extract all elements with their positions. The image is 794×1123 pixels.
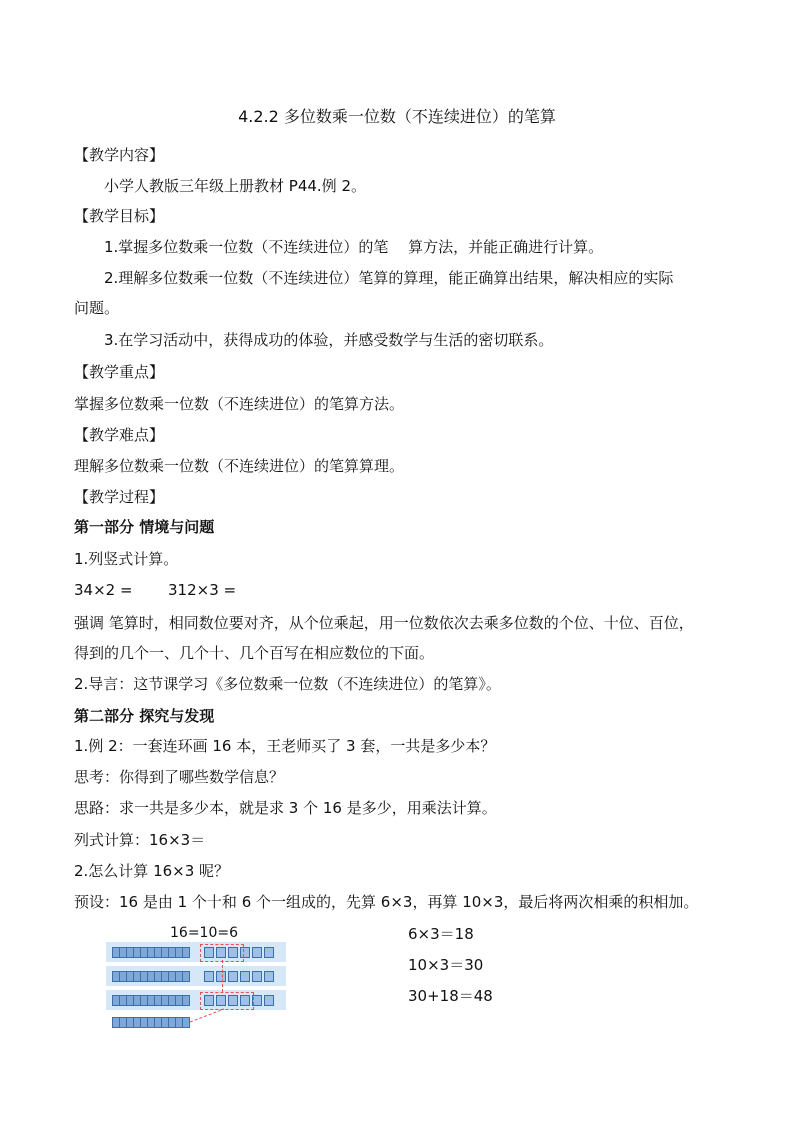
key-heading: 【教学重点】 <box>74 363 165 381</box>
difficult-heading: 【教学难点】 <box>74 426 165 444</box>
step-1: 6×3＝18 <box>408 925 474 943</box>
calc-b: 312×3 = <box>168 581 237 599</box>
emphasis-line-2: 得到的几个一、几个十、几个百写在相应数位的下面。 <box>74 644 435 662</box>
place-value-blocks-figure <box>106 942 288 1030</box>
goals-heading: 【教学目标】 <box>74 207 165 225</box>
figure-label: 16=10=6 <box>170 925 238 941</box>
think-prompt: 思考：你得到了哪些数学信息？ <box>74 768 285 786</box>
part1-item-2: 2.导言：这节课学习《多位数乘一位数（不连续进位）的笔算》。 <box>74 675 501 693</box>
step-2: 10×3＝30 <box>408 956 484 974</box>
goal-1: 1.掌握多位数乘一位数（不连续进位）的笔 算方法，并能正确进行计算。 <box>104 238 604 256</box>
step-3: 30+18＝48 <box>408 987 493 1005</box>
goal-3: 3.在学习活动中，获得成功的体验，并感受数学与生活的密切联系。 <box>104 331 554 349</box>
how-question: 2.怎么计算 16×3 呢？ <box>74 862 230 880</box>
content-text: 小学人教版三年级上册教材 P44.例 2。 <box>104 177 366 195</box>
dashed-connector-svg <box>106 942 288 1030</box>
example-2: 1.例 2：一套连环画 16 本，王老师买了 3 套，一共是多少本？ <box>74 737 496 755</box>
key-text: 掌握多位数乘一位数（不连续进位）的笔算方法。 <box>74 395 405 413</box>
idea-text: 思路：求一共是多少本，就是求 3 个 16 是多少，用乘法计算。 <box>74 799 497 817</box>
content-heading: 【教学内容】 <box>74 146 165 164</box>
formula-text: 列式计算：16×3＝ <box>74 831 206 849</box>
part1-item-1: 1.列竖式计算。 <box>74 550 179 568</box>
difficult-text: 理解多位数乘一位数（不连续进位）的笔算算理。 <box>74 457 405 475</box>
part1-heading: 第一部分 情境与问题 <box>74 518 215 536</box>
goal-2-line-1: 2.理解多位数乘一位数（不连续进位）笔算的算理，能正确算出结果，解决相应的实际 <box>104 269 674 287</box>
calc-a: 34×2 = <box>74 581 133 599</box>
page-title: 4.2.2 多位数乘一位数（不连续进位）的笔算 <box>238 107 556 126</box>
emphasis-line-1: 强调 笔算时，相同数位要对齐，从个位乘起，用一位数依次去乘多位数的个位、十位、百位， <box>74 614 694 632</box>
process-heading: 【教学过程】 <box>74 488 165 506</box>
goal-2-line-2: 问题。 <box>74 299 120 317</box>
preset-text: 预设：16 是由 1 个十和 6 个一组成的，先算 6×3，再算 10×3，最后将两次相乘的积相加。 <box>74 893 699 911</box>
part2-heading: 第二部分 探究与发现 <box>74 707 215 725</box>
